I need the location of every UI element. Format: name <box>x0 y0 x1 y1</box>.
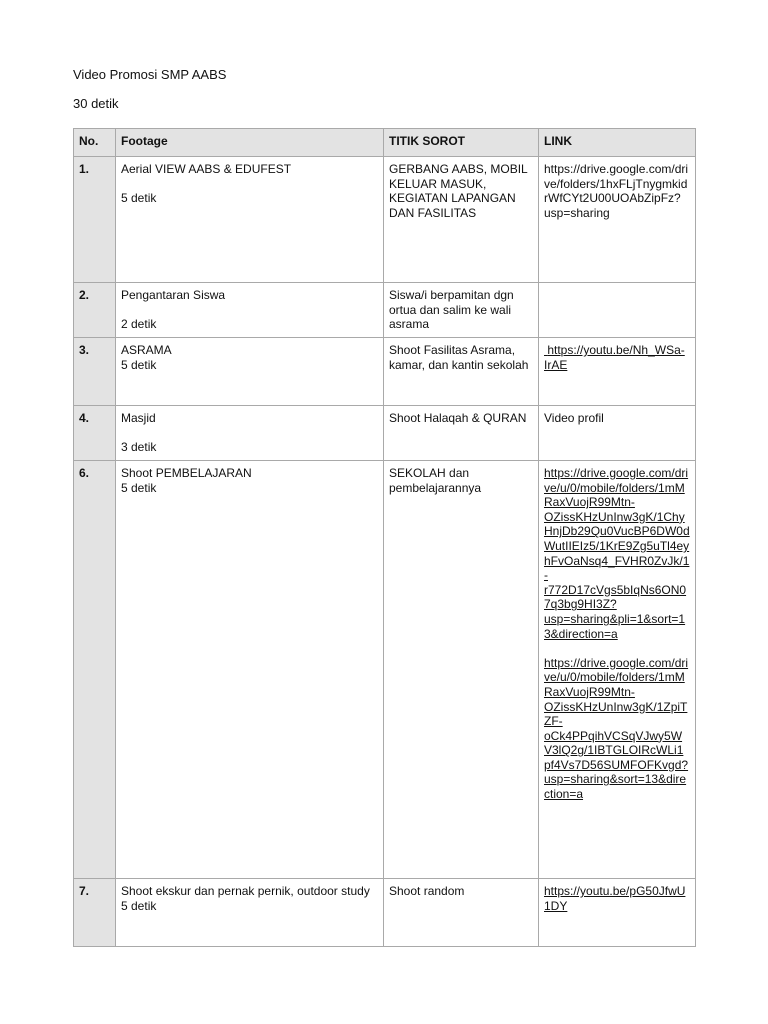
header-no: No. <box>74 129 116 157</box>
link-cell <box>539 157 696 283</box>
titik-sorot-cell: SEKOLAH dan pembelajarannya <box>384 461 539 879</box>
drive-link[interactable]: https://drive.google.com/drive/folders/1hxFLjTnygmkidrWfCYt2U00UOAbZipFz?usp=sharing <box>544 162 689 220</box>
footage-title: Aerial VIEW AABS & EDUFEST <box>121 162 292 176</box>
document-title: Video Promosi SMP AABS <box>73 67 227 82</box>
footage-cell <box>116 406 384 461</box>
youtube-link[interactable]: https://youtu.be/pG50JfwU1DY <box>544 884 686 913</box>
link-cell <box>539 879 696 947</box>
row-number: 3. <box>74 338 116 406</box>
row-number: 7. <box>74 879 116 947</box>
footage-cell <box>116 283 384 338</box>
footage-title: Masjid <box>121 411 156 425</box>
link-cell <box>539 461 696 879</box>
footage-title: Shoot ekskur dan pernak pernik, outdoor study <box>121 884 370 898</box>
titik-sorot-cell: Siswa/i berpamitan dgn ortua dan salim ke wali asrama <box>384 283 539 338</box>
footage-duration: 2 detik <box>121 317 157 332</box>
table-row <box>74 406 696 461</box>
row-number: 4. <box>74 406 116 461</box>
titik-sorot-cell: Shoot random <box>384 879 539 947</box>
titik-sorot-cell: Shoot Fasilitas Asrama, kamar, dan kantin sekolah <box>384 338 539 406</box>
table-row <box>74 338 696 406</box>
drive-link[interactable]: https://drive.google.com/drive/u/0/mobile/folders/1mMRaxVuojR99Mtn-OZissKHzUnInw3gK/1ZpiTZF-oCk4PPqihVCSqVJwy5WV3lQ2g/1IBTGLOIRcWLi1pf4Vs7D56SUMFOFKvgd?usp=sharing&sort=13&direction=a <box>544 655 689 802</box>
link-cell <box>539 338 696 406</box>
row-number: 6. <box>74 461 116 879</box>
footage-title: Shoot PEMBELAJARAN <box>121 466 252 480</box>
titik-sorot-cell: GERBANG AABS, MOBIL KELUAR MASUK, KEGIATAN LAPANGAN DAN FASILITAS <box>384 157 539 283</box>
footage-duration: 5 detik <box>121 357 157 372</box>
footage-duration: 5 detik <box>121 898 157 913</box>
header-footage: Footage <box>116 129 384 157</box>
youtube-link[interactable]: https://youtu.be/Nh_WSa-IrAE <box>544 343 685 372</box>
footage-cell <box>116 338 384 406</box>
table-header-row <box>74 129 696 157</box>
footage-cell <box>116 157 384 283</box>
drive-link[interactable]: https://drive.google.com/drive/u/0/mobile/folders/1mMRaxVuojR99Mtn-OZissKHzUnInw3gK/1ChyHnjDb29Qu0VucBP6DW0dWutIIEIz5/1KrE9Zg5uTl4eyhFvOaNsq4_FVHR0ZvJk/1-r772D17cVgs5bIqNs6ON07q3bg9HI3Z?usp=sharing&pli=1&sort=13&direction=a <box>544 466 690 641</box>
header-titik-sorot: TITIK SOROT <box>384 129 539 157</box>
footage-duration: 3 detik <box>121 440 157 455</box>
titik-sorot-cell: Shoot Halaqah & QURAN <box>384 406 539 461</box>
footage-title: Pengantaran Siswa <box>121 288 226 302</box>
table-row <box>74 157 696 283</box>
row-number: 1. <box>74 157 116 283</box>
footage-cell <box>116 461 384 879</box>
document-duration: 30 detik <box>73 96 119 111</box>
table-row <box>74 283 696 338</box>
footage-duration: 5 detik <box>121 480 157 495</box>
footage-duration: 5 detik <box>121 191 157 206</box>
footage-title: ASRAMA <box>121 343 172 357</box>
row-number: 2. <box>74 283 116 338</box>
table-row <box>74 879 696 947</box>
shot-list-table <box>73 128 696 947</box>
footage-cell <box>116 879 384 947</box>
link-cell <box>539 283 696 338</box>
header-link: LINK <box>539 129 696 157</box>
table-row <box>74 461 696 879</box>
link-cell: Video profil <box>539 406 696 461</box>
